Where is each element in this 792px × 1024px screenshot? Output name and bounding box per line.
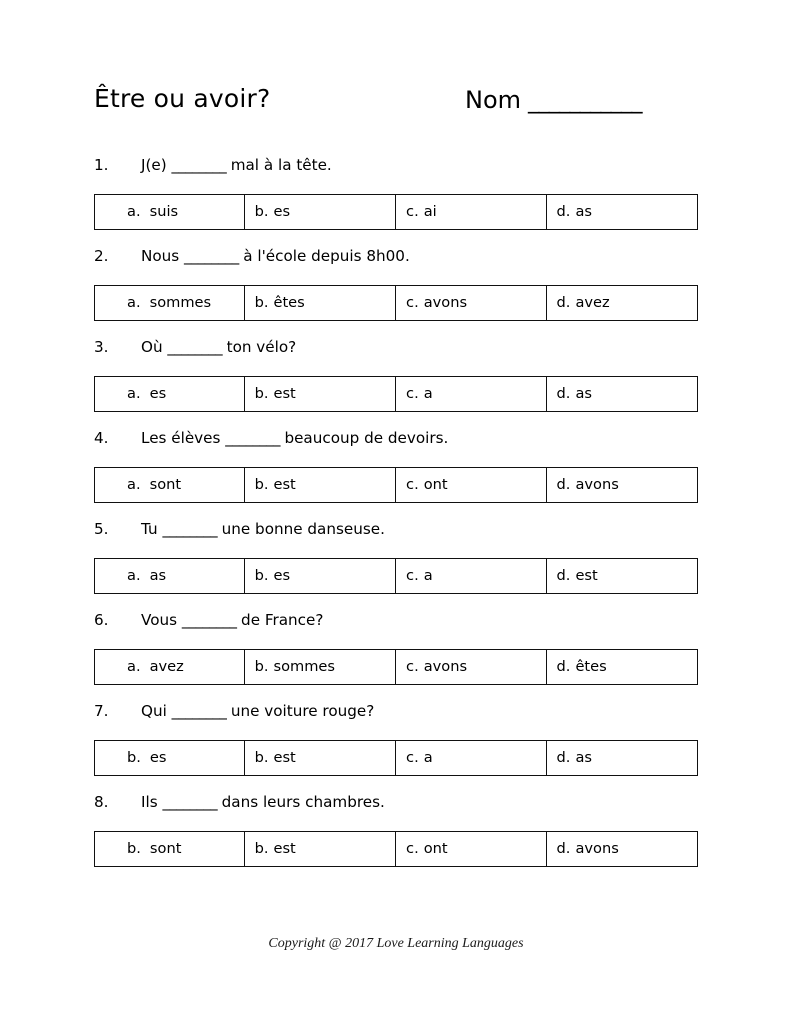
option-cell[interactable] <box>547 286 697 320</box>
question-line <box>94 334 698 360</box>
option-letter: b. <box>127 749 141 766</box>
option-letter: b. <box>254 749 269 766</box>
option-value: est <box>273 840 296 857</box>
option-letter: b. <box>254 476 269 493</box>
question-text <box>141 243 410 269</box>
option-cell[interactable] <box>547 468 697 502</box>
option-value: êtes <box>273 294 305 311</box>
option-cell[interactable] <box>245 832 396 866</box>
option-cell[interactable] <box>95 741 245 775</box>
question-text <box>141 698 374 724</box>
option-cell[interactable] <box>396 286 546 320</box>
question-block <box>94 152 698 220</box>
option-letter: c. <box>406 658 419 675</box>
option-cell[interactable] <box>95 559 245 593</box>
option-cell[interactable] <box>547 741 697 775</box>
option-value: es <box>273 203 291 220</box>
option-letter: a. <box>127 385 141 402</box>
option-letter: b. <box>254 385 269 402</box>
option-letter: b. <box>254 840 269 857</box>
answer-blank[interactable]: ________ <box>171 156 226 174</box>
option-cell[interactable] <box>95 468 245 502</box>
option-value: avez <box>149 658 184 675</box>
option-value: sommes <box>273 658 336 675</box>
option-value: est <box>273 749 296 766</box>
question-number: 5. <box>94 520 109 538</box>
option-value: sont <box>149 476 182 493</box>
option-cell[interactable] <box>95 832 245 866</box>
option-cell[interactable] <box>396 741 546 775</box>
question-text-after-blank: beaucoup de devoirs. <box>279 429 449 447</box>
option-value: es <box>149 749 167 766</box>
copyright-footer: Copyright @ 2017 Love Learning Languages <box>268 936 524 951</box>
question-text-before-blank: Tu <box>141 520 163 538</box>
options-row <box>94 467 698 503</box>
question-number: 3. <box>94 338 109 356</box>
option-value: sont <box>149 840 182 857</box>
question-line <box>94 425 698 451</box>
option-cell[interactable] <box>95 286 245 320</box>
question-block <box>94 516 698 584</box>
option-cell[interactable] <box>396 377 546 411</box>
option-value: avons <box>575 840 619 857</box>
option-value: a <box>423 567 433 584</box>
question-line <box>94 789 698 815</box>
option-cell[interactable] <box>547 195 697 229</box>
option-cell[interactable] <box>396 650 546 684</box>
question-text <box>141 607 323 633</box>
option-value: as <box>575 203 592 220</box>
question-number: 8. <box>94 793 109 811</box>
option-value: avons <box>423 658 468 675</box>
option-cell[interactable] <box>245 286 396 320</box>
option-value: as <box>575 385 592 402</box>
option-value: as <box>149 567 167 584</box>
option-letter: d. <box>556 658 571 675</box>
option-cell[interactable] <box>547 377 697 411</box>
question-line <box>94 152 698 178</box>
option-cell[interactable] <box>95 195 245 229</box>
option-value: avons <box>575 476 619 493</box>
option-cell[interactable] <box>396 468 546 502</box>
question-block <box>94 243 698 311</box>
option-letter: b. <box>127 840 141 857</box>
question-number: 2. <box>94 247 109 265</box>
option-cell[interactable] <box>547 559 697 593</box>
option-letter: b. <box>254 203 269 220</box>
option-cell[interactable] <box>245 377 396 411</box>
option-cell[interactable] <box>396 195 546 229</box>
option-value: a <box>423 385 433 402</box>
question-text-before-blank: Nous <box>141 247 185 265</box>
options-row <box>94 831 698 867</box>
options-row <box>94 376 698 412</box>
question-number: 7. <box>94 702 109 720</box>
question-text-before-blank: Où <box>141 338 168 356</box>
option-value: es <box>273 567 291 584</box>
question-text-after-blank: de France? <box>236 611 324 629</box>
answer-blank[interactable]: ________ <box>181 611 237 629</box>
option-value: est <box>273 385 296 402</box>
option-letter: d. <box>556 476 571 493</box>
worksheet-header <box>94 82 698 124</box>
option-letter: a. <box>127 203 141 220</box>
question-text-after-blank: à l'école depuis 8h00. <box>238 247 410 265</box>
answer-blank[interactable]: ________ <box>162 520 217 538</box>
option-cell[interactable] <box>245 195 396 229</box>
answer-blank[interactable]: ________ <box>184 247 239 265</box>
option-value: es <box>149 385 167 402</box>
option-letter: c. <box>406 476 419 493</box>
option-letter: c. <box>406 294 419 311</box>
option-value: sommes <box>149 294 212 311</box>
answer-blank[interactable]: ________ <box>171 702 226 720</box>
option-cell[interactable] <box>95 377 245 411</box>
option-cell[interactable] <box>547 650 697 684</box>
question-text-before-blank: J(e) <box>141 156 172 174</box>
question-text-before-blank: Ils <box>141 793 163 811</box>
option-cell[interactable] <box>245 559 396 593</box>
question-line <box>94 698 698 724</box>
option-letter: d. <box>556 840 571 857</box>
question-text <box>141 425 448 451</box>
question-text-after-blank: mal à la tête. <box>225 156 332 174</box>
option-letter: c. <box>406 840 419 857</box>
option-value: ont <box>423 476 448 493</box>
name-field[interactable] <box>465 84 641 117</box>
option-cell[interactable] <box>396 559 546 593</box>
question-text-after-blank: une voiture rouge? <box>226 702 375 720</box>
question-block <box>94 789 698 857</box>
question-line <box>94 516 698 542</box>
option-letter: d. <box>556 385 571 402</box>
question-number: 4. <box>94 429 109 447</box>
option-letter: d. <box>556 749 571 766</box>
option-letter: c. <box>406 385 419 402</box>
options-row <box>94 285 698 321</box>
question-number: 6. <box>94 611 109 629</box>
question-block <box>94 698 698 766</box>
option-letter: c. <box>406 749 419 766</box>
option-letter: a. <box>127 294 141 311</box>
option-cell[interactable] <box>547 832 697 866</box>
question-text <box>141 789 385 815</box>
option-value: est <box>575 567 598 584</box>
option-cell[interactable] <box>245 741 396 775</box>
option-value: ai <box>423 203 437 220</box>
question-text <box>141 152 332 178</box>
question-line <box>94 243 698 269</box>
page-title: Être ou avoir? <box>94 84 271 113</box>
option-letter: b. <box>254 567 269 584</box>
option-value: est <box>273 476 296 493</box>
question-text-after-blank: dans leurs chambres. <box>216 793 385 811</box>
option-letter: a. <box>127 476 141 493</box>
question-text-after-blank: ton vélo? <box>221 338 297 356</box>
options-row <box>94 194 698 230</box>
question-block <box>94 334 698 402</box>
options-row <box>94 558 698 594</box>
question-text-before-blank: Les élèves <box>141 429 226 447</box>
option-value: avons <box>423 294 468 311</box>
question-text-after-blank: une bonne danseuse. <box>216 520 385 538</box>
option-cell[interactable] <box>396 832 546 866</box>
option-letter: a. <box>127 658 141 675</box>
option-letter: d. <box>556 203 571 220</box>
option-letter: d. <box>556 294 571 311</box>
question-text <box>141 516 385 542</box>
option-letter: d. <box>556 567 571 584</box>
option-value: as <box>575 749 592 766</box>
options-row <box>94 649 698 685</box>
option-value: a <box>423 749 433 766</box>
question-line <box>94 607 698 633</box>
option-value: ont <box>423 840 448 857</box>
question-block <box>94 607 698 675</box>
option-letter: c. <box>406 203 419 220</box>
answer-blank[interactable]: ________ <box>167 338 222 356</box>
option-cell[interactable] <box>95 650 245 684</box>
name-blank-line[interactable]: ___________ <box>528 88 642 114</box>
option-letter: b. <box>254 294 269 311</box>
question-text-before-blank: Qui <box>141 702 172 720</box>
option-cell[interactable] <box>245 468 396 502</box>
options-row <box>94 740 698 776</box>
option-value: êtes <box>575 658 607 675</box>
option-cell[interactable] <box>245 650 396 684</box>
option-value: suis <box>149 203 179 220</box>
question-text <box>141 334 296 360</box>
option-letter: a. <box>127 567 141 584</box>
answer-blank[interactable]: ________ <box>225 429 280 447</box>
option-letter: c. <box>406 567 419 584</box>
question-number: 1. <box>94 156 109 174</box>
option-value: avez <box>575 294 610 311</box>
name-label: Nom <box>465 86 522 114</box>
answer-blank[interactable]: ________ <box>162 793 217 811</box>
question-block <box>94 425 698 493</box>
question-text-before-blank: Vous <box>141 611 182 629</box>
option-letter: b. <box>254 658 269 675</box>
